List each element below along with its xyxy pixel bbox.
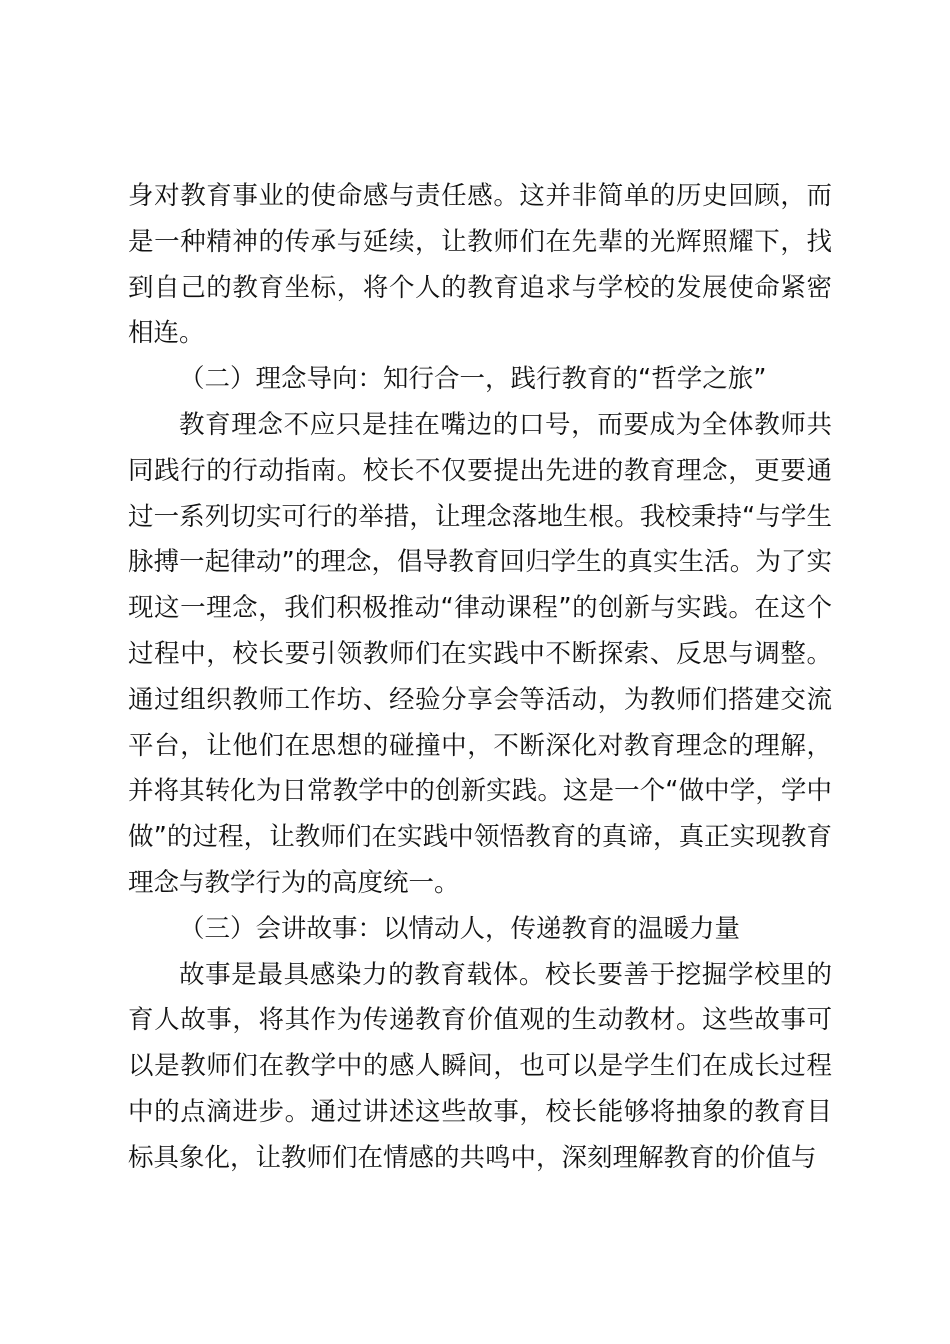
paragraph-philosophy: 教育理念不应只是挂在嘴边的口号，而要成为全体教师共同践行的行动指南。校长不仅要提出先进的教育理念，更要通过一系列切实可行的举措，让理念落地生根。我校秉持“与学生脉搏一起律动”的理念，倡导教育回归学生的真实生活。为了实现这一理念，我们积极推动“律动课程”的创新与实践。在这个过程中，校长要引领教师们在实践中不断探索、反思与调整。通过组织教师工作坊、经验分享会等活动，为教师们搭建交流平台，让他们在思想的碰撞中，不断深化对教育理念的理解，并将其转化为日常教学中的创新实践。这是一个“做中学，学中做”的过程，让教师们在实践中领悟教育的真谛，真正实现教育理念与教学行为的高度统一。 [128,409,832,898]
section-heading-2: （二）理念导向：知行合一，践行教育的“哲学之旅” [179,364,767,395]
section-heading-3: （三）会讲故事：以情动人，传递教育的温暖力量 [179,913,741,944]
document-body [128,174,832,1182]
paragraph-continuation: 身对教育事业的使命感与责任感。这并非简单的历史回顾，而是一种精神的传承与延续，让教师们在先辈的光辉照耀下，找到自己的教育坐标，将个人的教育追求与学校的发展使命紧密相连。 [128,181,832,349]
paragraph-storytelling: 故事是最具感染力的教育载体。校长要善于挖掘学校里的育人故事，将其作为传递教育价值观的生动教材。这些故事可以是教师们在教学中的感人瞬间，也可以是学生们在成长过程中的点滴进步。通过讲述这些故事，校长能够将抽象的教育目标具象化，让教师们在情感的共鸣中，深刻理解教育的价值与 [128,959,832,1173]
